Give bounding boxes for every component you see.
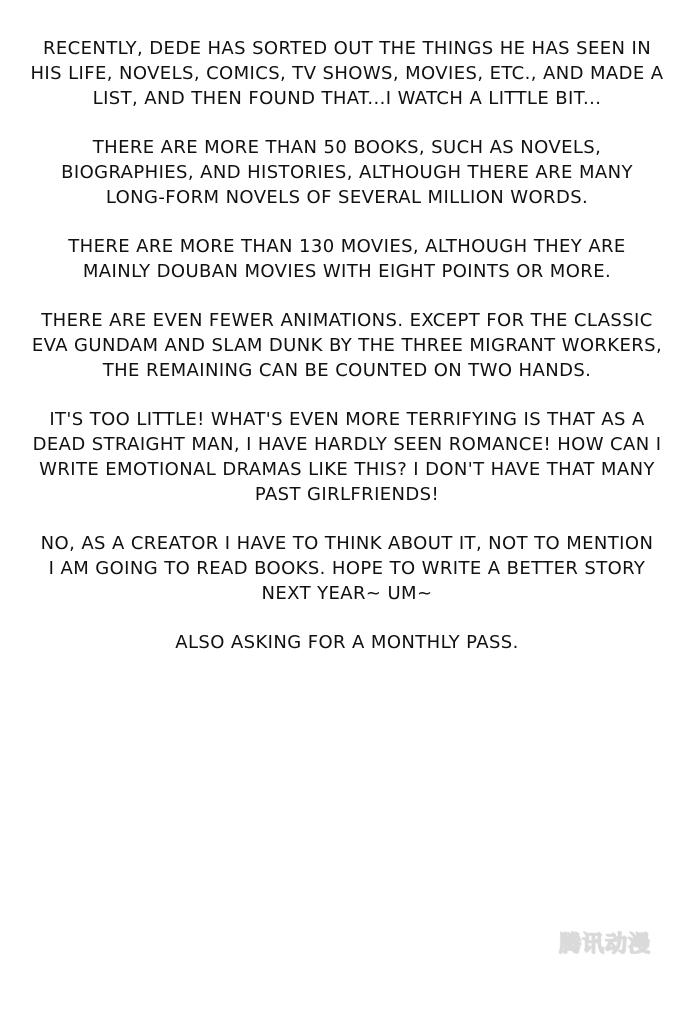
author-note: [28, 36, 666, 679]
text-line: NEXT YEAR~ UM~: [261, 583, 433, 604]
text-line: I AM GOING TO READ BOOKS. HOPE TO WRITE A BETTER STORY: [48, 558, 646, 579]
paragraph-creator: [28, 531, 666, 606]
text-line: IT'S TOO LITTLE! WHAT'S EVEN MORE TERRIFYING IS THAT AS A: [49, 409, 645, 430]
text-line: PAST GIRLFRIENDS!: [254, 484, 440, 505]
paragraph-books: [28, 135, 666, 210]
text-line: EVA GUNDAM AND SLAM DUNK BY THE THREE MIGRANT WORKERS,: [31, 335, 663, 356]
paragraph-reading-list: [28, 36, 666, 111]
text-line: THERE ARE MORE THAN 130 MOVIES, ALTHOUGH THEY ARE: [68, 236, 626, 257]
text-line: LIST, AND THEN FOUND THAT...I WATCH A LITTLE BIT...: [92, 88, 602, 109]
text-line: THE REMAINING CAN BE COUNTED ON TWO HANDS.: [102, 360, 592, 381]
text-line: MAINLY DOUBAN MOVIES WITH EIGHT POINTS OR MORE.: [82, 261, 612, 282]
text-line: ALSO ASKING FOR A MONTHLY PASS.: [175, 632, 519, 653]
text-line: HIS LIFE, NOVELS, COMICS, TV SHOWS, MOVIES, ETC., AND MADE A: [30, 63, 664, 84]
text-line: THERE ARE EVEN FEWER ANIMATIONS. EXCEPT FOR THE CLASSIC: [41, 310, 653, 331]
text-line: LONG-FORM NOVELS OF SEVERAL MILLION WORDS.: [105, 187, 589, 208]
text-line: THERE ARE MORE THAN 50 BOOKS, SUCH AS NOVELS,: [92, 137, 602, 158]
text-line: RECENTLY, DEDE HAS SORTED OUT THE THINGS HE HAS SEEN IN: [42, 38, 652, 59]
text-line: NO, AS A CREATOR I HAVE TO THINK ABOUT IT, NOT TO MENTION: [40, 533, 654, 554]
paragraph-animations: [28, 308, 666, 383]
paragraph-romance: [28, 407, 666, 507]
text-line: WRITE EMOTIONAL DRAMAS LIKE THIS? I DON'T HAVE THAT MANY: [39, 459, 655, 480]
paragraph-movies: [28, 234, 666, 284]
paragraph-monthly-pass: [28, 630, 666, 655]
watermark-logo: 腾讯动漫: [558, 931, 651, 957]
text-line: DEAD STRAIGHT MAN, I HAVE HARDLY SEEN ROMANCE! HOW CAN I: [32, 434, 662, 455]
text-line: BIOGRAPHIES, AND HISTORIES, ALTHOUGH THERE ARE MANY: [61, 162, 633, 183]
